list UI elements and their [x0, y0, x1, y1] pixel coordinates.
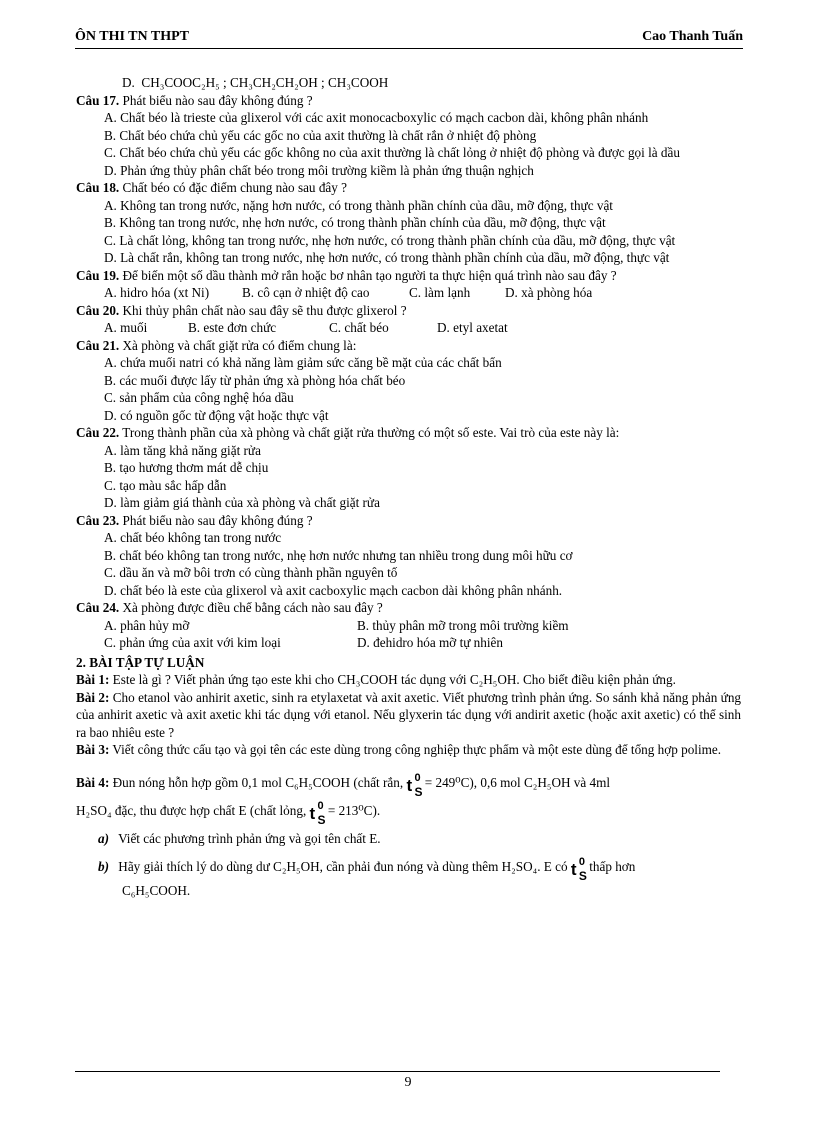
- q23-option-d: D. chất béo là este của glixerol và axit cacboxylic mạch cacbon dài không phân nhánh.: [104, 582, 563, 598]
- q18-option-d: D. Là chất rắn, không tan trong nước, nhẹ hơn nước, có trong thành phần chính của dầu, mỡ động, thực vật: [104, 250, 670, 265]
- exercise-2: Bài 2: Cho etanol vào anhirit axetic, sinh ra etylaxetat và axit axetic. Viết phương trình phản ứng. So sánh khả năng phản ứng của anhirit axetic và axit axetic khi tác dụng với etanol. Nếu glyxerin tác dụng với andirit axetic (hoặc axit axetic) có thể sinh ra bao nhiêu este ?: [76, 689, 742, 740]
- q19-options: [76, 284, 741, 302]
- exercise-4-line-1: Bài 4: Đun nóng hỗn hợp gồm 0,1 mol C₆H₅COOH (chất rắn, t 0 S = 249⁰C), 0,6 mol C₂H₅OH và 4ml: [76, 771, 611, 799]
- q24-option-a: A. phân hủy mỡ: [104, 617, 190, 633]
- q17-option-d: D. Phản ứng thủy phân chất béo trong môi trường kiềm là phản ứng thuận nghịch: [104, 162, 534, 178]
- q20-option-b: B. este đơn chức: [188, 320, 277, 335]
- boiling-temperature-symbol: t 0 S: [309, 799, 326, 827]
- question-21: Câu 21. Xà phòng và chất giặt rửa có điểm chung là:: [76, 337, 357, 353]
- q20-option-d: D. etyl axetat: [437, 320, 508, 335]
- q21-option-b: B. các muối được lấy từ phản ứng xà phòng hóa chất béo: [104, 372, 406, 388]
- q18-option-c: C. Là chất lỏng, không tan trong nước, nhẹ hơn nước, có trong thành phần chính của dầu, mỡ động, thực vật: [104, 232, 676, 248]
- q20-option-c: C. chất béo: [329, 320, 389, 335]
- q23-option-a: A. chất béo không tan trong nước: [104, 530, 282, 545]
- q19-option-b: B. cô cạn ở nhiệt độ cao: [242, 285, 370, 300]
- q17-option-b: B. Chất béo chứa chủ yếu các gốc no của axit thường là chất rắn ở nhiệt độ phòng: [104, 127, 537, 143]
- footer-rule: [75, 1071, 720, 1072]
- section-2-heading: 2. BÀI TẬP TỰ LUẬN: [76, 654, 205, 670]
- page-number: 9: [404, 1075, 412, 1090]
- q21-option-d: D. có nguồn gốc từ động vật hoặc thực vật: [104, 407, 329, 423]
- q24-option-c: C. phản ứng của axit với kim loại: [104, 635, 281, 650]
- question-18: Câu 18. Chất béo có đặc điểm chung nào sau đây ?: [76, 180, 348, 195]
- q19-option-c: C. làm lạnh: [409, 285, 471, 300]
- q16-option-d: D. CH₃COOC₂H₅ ; CH₃CH₂CH₂OH ; CH₃COOH: [122, 75, 389, 90]
- exercise-3: Bài 3: Viết công thức cấu tạo và gọi tên các este dùng trong công nghiệp thực phẩm và một este dùng để tổng hợp polime.: [76, 742, 722, 757]
- q22-option-b: B. tạo hương thơm mát dễ chịu: [104, 460, 269, 475]
- q22-option-d: D. làm giảm giá thành của xà phòng và chất giặt rửa: [104, 495, 380, 510]
- page-content: [76, 74, 741, 901]
- q18-option-b: B. Không tan trong nước, nhẹ hơn nước, có trong thành phần chính của dầu, mỡ động, thực vật: [104, 215, 606, 230]
- q23-option-b: B. chất béo không tan trong nước, nhẹ hơn nước nhưng tan nhiều trong dung môi hữu cơ: [104, 547, 573, 563]
- header-rule: [75, 48, 743, 49]
- page-header: [75, 29, 743, 49]
- q24-option-b: B. thủy phân mỡ trong môi trường kiềm: [357, 617, 569, 633]
- question-22: Câu 22. Trong thành phần của xà phòng và chất giặt rửa thường có một số este. Vai trò của este này là:: [76, 425, 620, 440]
- q20-options: [76, 319, 741, 337]
- exercise-4-part-b-cont: C₆H₅COOH.: [122, 882, 191, 898]
- q22-option-c: C. tạo màu sắc hấp dẫn: [104, 477, 227, 493]
- exercise-4-part-a: a) Viết các phương trình phản ứng và gọi tên chất E.: [98, 830, 381, 846]
- exercise-4-part-b: b) Hãy giải thích lý do dùng dư C₂H₅OH, cần phải đun nóng và dùng thêm H₂SO₄. E có t 0 S thấp hơn: [98, 855, 636, 883]
- question-19: Câu 19. Để biến một số dầu thành mở rắn hoặc bơ nhân tạo người ta thực hiện quá trình nào sau đây ?: [76, 267, 617, 283]
- q17-option-a: A. Chất béo là trieste của glixerol với các axit monocacboxylic có mạch cacbon dài, không phân nhánh: [104, 110, 649, 125]
- question-24: Câu 24. Xà phòng được điều chế bằng cách nào sau đây ?: [76, 600, 383, 615]
- q24-options-row2: [76, 634, 741, 652]
- q18-option-a: A. Không tan trong nước, nặng hơn nước, có trong thành phần chính của dầu, mỡ động, thực vật: [104, 197, 613, 213]
- exercise-4: [76, 769, 741, 901]
- q21-option-c: C. sản phẩm của công nghệ hóa dầu: [104, 390, 294, 405]
- q19-option-a: A. hidro hóa (xt Ni): [104, 285, 210, 300]
- q20-option-a: A. muối: [104, 320, 148, 335]
- q19-option-d: D. xà phòng hóa: [505, 285, 593, 300]
- question-20: Câu 20. Khi thủy phân chất nào sau đây sẽ thu được glixerol ?: [76, 302, 407, 318]
- q23-option-c: C. dầu ăn và mỡ bôi trơn có cùng thành phần nguyên tố: [104, 565, 398, 580]
- q24-options-row1: [76, 617, 741, 635]
- q24-option-d: D. đehidro hóa mỡ tự nhiên: [357, 635, 503, 650]
- header-author: Cao Thanh Tuấn: [642, 29, 743, 44]
- q22-option-a: A. làm tăng khả năng giặt rửa: [104, 442, 261, 458]
- exercise-4-line-2: H₂SO₄ đặc, thu được hợp chất E (chất lỏng, t 0 S = 213⁰C).: [76, 799, 381, 827]
- melting-temperature-symbol: t 0 S: [406, 771, 423, 799]
- header-title: ÔN THI TN THPT: [75, 29, 189, 44]
- boiling-temperature-symbol-b: t 0 S: [570, 855, 587, 883]
- q17-option-c: C. Chất béo chứa chủ yếu các gốc không no của axit thường là chất lỏng ở nhiệt độ phòng và được gọi là dầu: [104, 145, 680, 160]
- question-23: Câu 23. Phát biểu nào sau đây không đúng ?: [76, 512, 313, 528]
- q21-option-a: A. chứa muối natri có khả năng làm giảm sức căng bề mặt của các chất bẩn: [104, 355, 502, 370]
- exercise-1: Bài 1: Este là gì ? Viết phản ứng tạo este khi cho CH₃COOH tác dụng với C₂H₅OH. Cho biết điều kiện phản ứng.: [76, 672, 676, 687]
- question-17: Câu 17. Phát biểu nào sau đây không đúng ?: [76, 92, 313, 108]
